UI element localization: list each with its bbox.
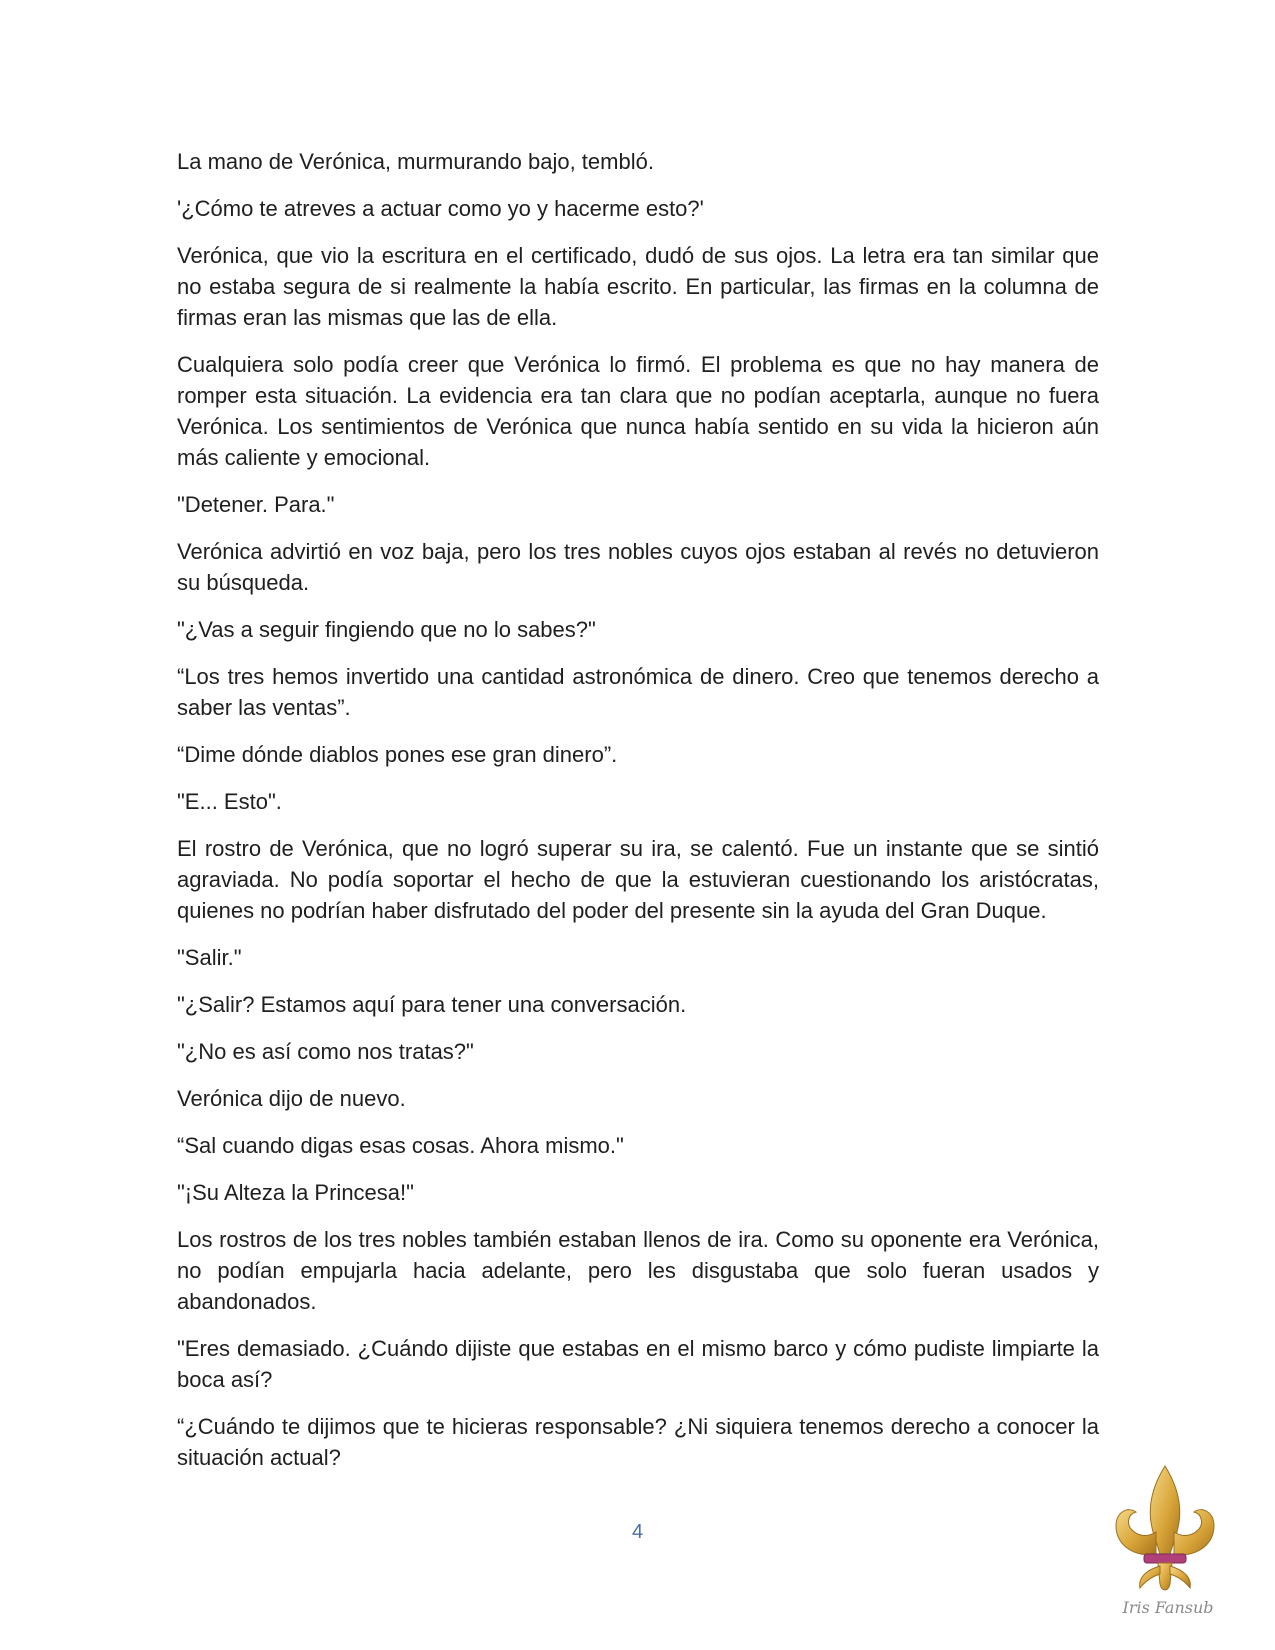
paragraph: '¿Cómo te atreves a actuar como yo y hacerme esto?' [177,196,704,221]
paragraph: "¿No es así como nos tratas?" [177,1039,474,1064]
page-number: 4 [631,1521,644,1543]
paragraph: "¿Salir? Estamos aquí para tener una conversación. [177,992,687,1017]
paragraph: Verónica dijo de nuevo. [177,1086,406,1111]
paragraph: “¿Cuándo te dijimos que te hicieras responsable? ¿Ni siquiera tenemos derecho a conocer la situación actual? [177,1414,1099,1470]
logo-signature: Iris Fansub [1122,1598,1214,1617]
paragraph: "¡Su Alteza la Princesa!" [177,1180,414,1205]
paragraph: Cualquiera solo podía creer que Verónica lo firmó. El problema es que no hay manera de romper esta situación. La evidencia era tan clara que no podían aceptarla, aunque no fuera Verónica. Los sentimientos de Verónica que nunca había sentido en su vida la hicieron aún más caliente y emocional. [177,352,1099,470]
paragraph: Verónica advirtió en voz baja, pero los tres nobles cuyos ojos estaban al revés no detuvieron su búsqueda. [177,539,1099,595]
paragraph: “Sal cuando digas esas cosas. Ahora mismo." [177,1133,624,1158]
fleur-de-lis-logo [1100,1462,1230,1612]
paragraph: "¿Vas a seguir fingiendo que no lo sabes?" [177,617,596,642]
paragraph: Verónica, que vio la escritura en el certificado, dudó de sus ojos. La letra era tan similar que no estaba segura de si realmente la había escrito. En particular, las firmas en la columna de firmas eran las mismas que las de ella. [177,243,1099,330]
paragraph: "Salir." [177,945,242,970]
paragraph: "Detener. Para." [177,492,335,517]
paragraph: El rostro de Verónica, que no logró superar su ira, se calentó. Fue un instante que se sintió agraviada. No podía soportar el hecho de que la estuvieran cuestionando los aristócratas, quienes no podrían haber disfrutado del poder del presente sin la ayuda del Gran Duque. [177,836,1099,923]
paragraph: "E... Esto". [177,789,282,814]
document-body [177,146,1099,1489]
paragraph: La mano de Verónica, murmurando bajo, tembló. [177,149,654,174]
paragraph: “Los tres hemos invertido una cantidad astronómica de dinero. Creo que tenemos derecho a saber las ventas”. [177,664,1099,720]
paragraph: "Eres demasiado. ¿Cuándo dijiste que estabas en el mismo barco y cómo pudiste limpiarte la boca así? [177,1336,1099,1392]
paragraph: Los rostros de los tres nobles también estaban llenos de ira. Como su oponente era Verónica, no podían empujarla hacia adelante, pero les disgustaba que solo fueran usados y abandonados. [177,1227,1099,1314]
paragraph: “Dime dónde diablos pones ese gran dinero”. [177,742,618,767]
